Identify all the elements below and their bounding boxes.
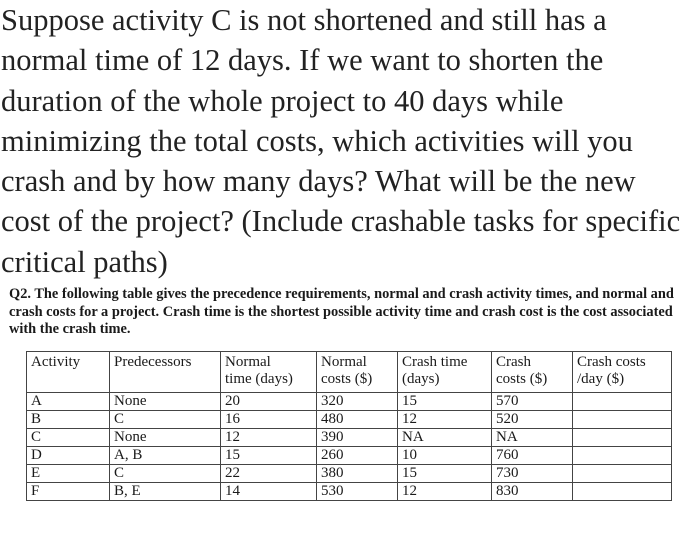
cell-normal-costs: 260 (317, 447, 398, 465)
cell-crash-time: 15 (398, 465, 492, 483)
cell-normal-time: 14 (221, 483, 317, 501)
cell-crash-time: 12 (398, 411, 492, 429)
table-body (27, 393, 672, 501)
cell-activity: F (27, 483, 110, 501)
cell-normal-time: 22 (221, 465, 317, 483)
question-text: Suppose activity C is not shortened and still has a normal time of 12 days. If we want to shorten the duration of the whole project to 40 days while minimizing the total costs, which activities will you crash and by how many days? What will be the new cost of the project? (Include crashable tasks for specific critical paths) (1, 3, 681, 279)
cell-predecessors: None (110, 393, 221, 411)
table-row (27, 465, 672, 483)
table-header (27, 352, 672, 393)
cell-crash-per-day (573, 483, 672, 501)
cell-crash-per-day (573, 429, 672, 447)
cell-crash-per-day (573, 465, 672, 483)
cell-normal-costs: 390 (317, 429, 398, 447)
table-row (27, 429, 672, 447)
cell-normal-costs: 380 (317, 465, 398, 483)
cell-crash-per-day (573, 393, 672, 411)
header-crash-costs-line2: costs ($) (496, 371, 548, 387)
header-predecessors-label: Predecessors (114, 354, 192, 370)
cell-crash-costs: 520 (492, 411, 573, 429)
table-row (27, 447, 672, 465)
cell-activity: B (27, 411, 110, 429)
header-normal-time-line2: time (days) (225, 371, 293, 387)
cell-normal-costs: 480 (317, 411, 398, 429)
cell-normal-time: 20 (221, 393, 317, 411)
header-crash-time (398, 352, 492, 393)
header-crash-per-day-line2: /day ($) (577, 371, 625, 387)
cell-crash-costs: 830 (492, 483, 573, 501)
header-normal-time (221, 352, 317, 393)
cell-crash-time: NA (398, 429, 492, 447)
cell-predecessors: A, B (110, 447, 221, 465)
cell-predecessors: C (110, 465, 221, 483)
cell-activity: A (27, 393, 110, 411)
header-normal-time-line1: Normal (225, 354, 271, 370)
cell-crash-costs: 570 (492, 393, 573, 411)
header-crash-costs (492, 352, 573, 393)
cell-normal-time: 16 (221, 411, 317, 429)
cell-crash-time: 15 (398, 393, 492, 411)
activity-table (26, 351, 672, 501)
header-crash-costs-line1: Crash (496, 354, 531, 370)
header-normal-costs-line1: Normal (321, 354, 367, 370)
cell-predecessors: None (110, 429, 221, 447)
cell-normal-time: 15 (221, 447, 317, 465)
cell-normal-costs: 530 (317, 483, 398, 501)
cell-crash-per-day (573, 447, 672, 465)
cell-crash-costs: 730 (492, 465, 573, 483)
cell-crash-costs: 760 (492, 447, 573, 465)
cell-predecessors: C (110, 411, 221, 429)
cell-activity: C (27, 429, 110, 447)
cell-crash-costs: NA (492, 429, 573, 447)
cell-predecessors: B, E (110, 483, 221, 501)
header-row (27, 352, 672, 393)
table-row (27, 411, 672, 429)
cell-normal-costs: 320 (317, 393, 398, 411)
header-crash-time-line2: (days) (402, 371, 440, 387)
cell-crash-per-day (573, 411, 672, 429)
header-crash-costs-per-day (573, 352, 672, 393)
header-predecessors (110, 352, 221, 393)
cell-activity: E (27, 465, 110, 483)
table-row (27, 483, 672, 501)
cell-crash-time: 12 (398, 483, 492, 501)
header-crash-time-line1: Crash time (402, 354, 468, 370)
header-normal-costs (317, 352, 398, 393)
q2-intro-text: Q2. The following table gives the precedence requirements, normal and crash activity times, and normal and crash costs for a project. Crash time is the shortest possible activity time and crash cost is the cost associated with the crash time. (9, 286, 674, 337)
cell-crash-time: 10 (398, 447, 492, 465)
cell-normal-time: 12 (221, 429, 317, 447)
table-row (27, 393, 672, 411)
header-crash-per-day-line1: Crash costs (577, 354, 646, 370)
header-activity (27, 352, 110, 393)
cell-activity: D (27, 447, 110, 465)
header-normal-costs-line2: costs ($) (321, 371, 373, 387)
header-activity-label: Activity (31, 354, 81, 370)
